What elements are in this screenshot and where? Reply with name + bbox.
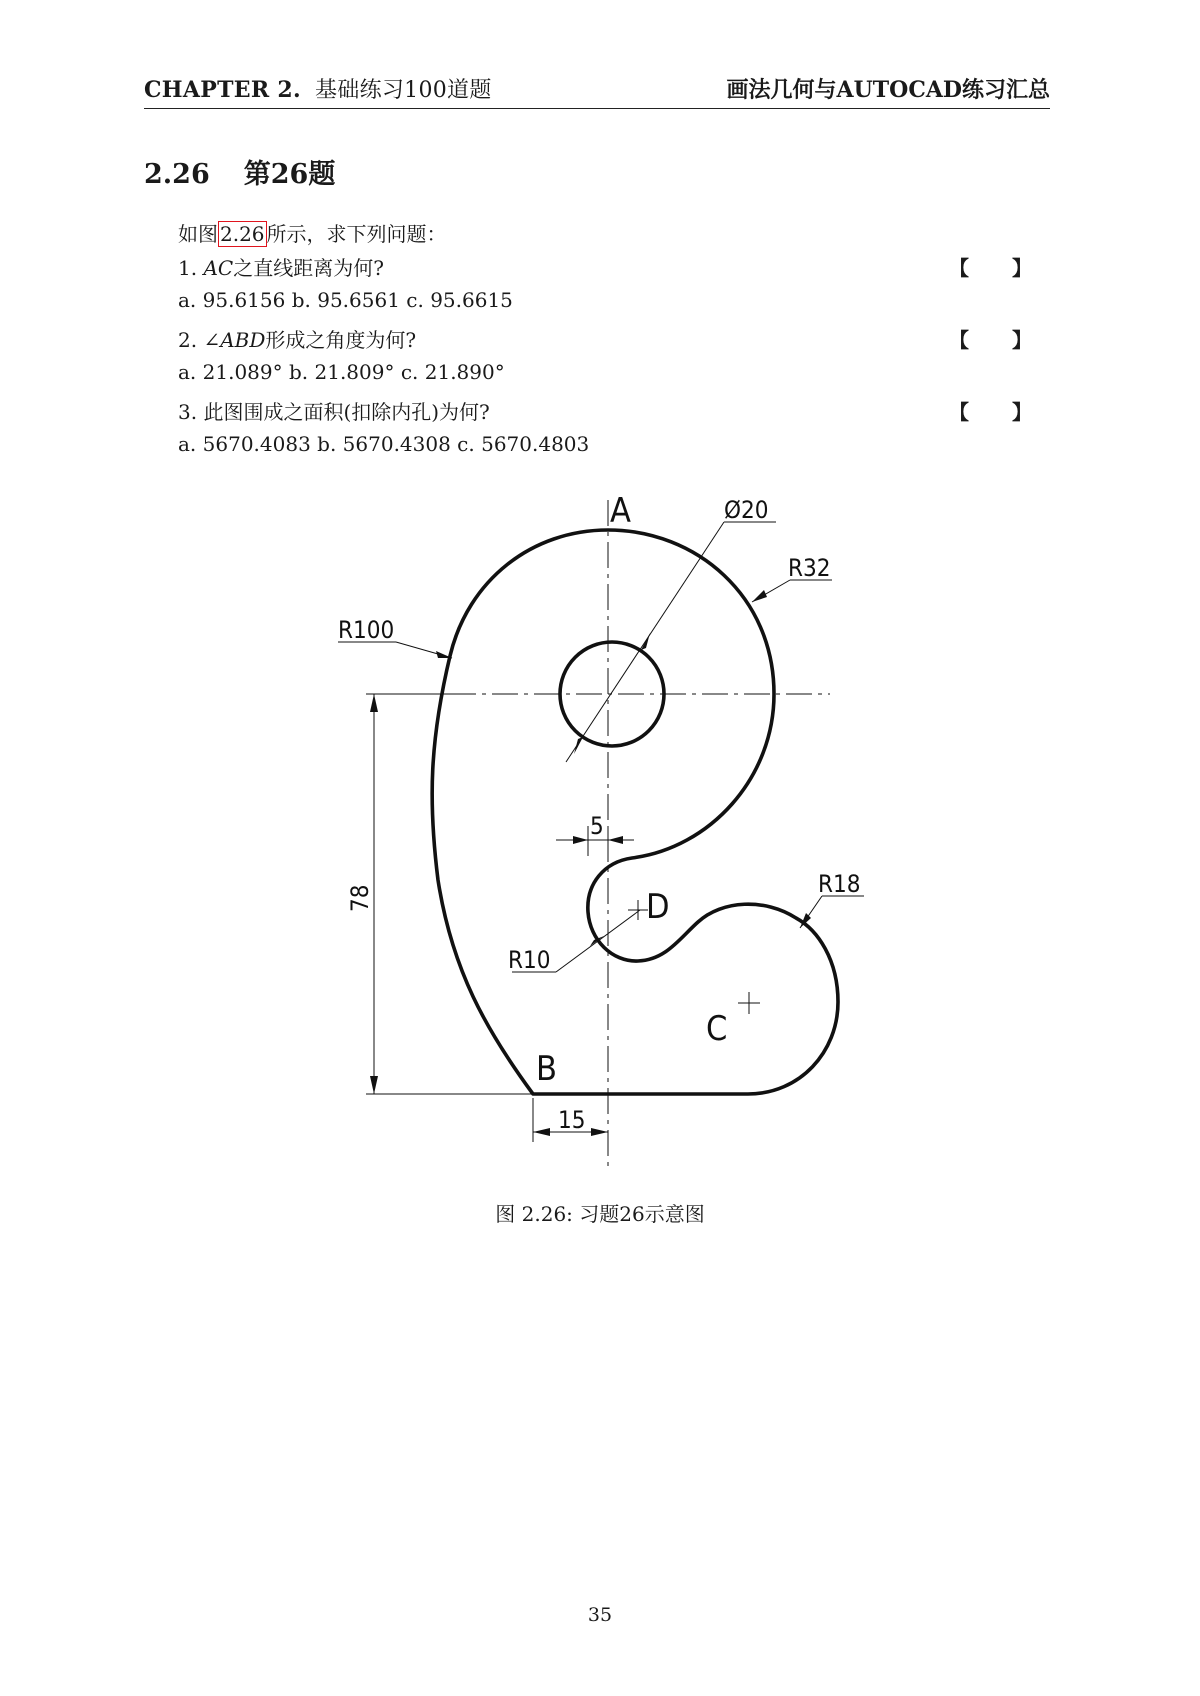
label-a: A — [610, 491, 631, 531]
dim78-arrow — [370, 694, 378, 712]
label-b: B — [536, 1049, 557, 1089]
r32-arrow — [752, 590, 767, 602]
intro-suffix: 所示，求下列问题： — [266, 222, 447, 246]
chapter-subtitle: 基础练习100道题 — [314, 78, 492, 103]
figure-caption: 图 2.26: 习题26示意图 — [495, 1202, 705, 1226]
question-math: AC — [203, 256, 234, 280]
question-number: 3. — [178, 400, 198, 424]
page-header — [144, 74, 1050, 109]
dim-15-text: 15 — [558, 1106, 586, 1134]
question-number: 2. — [178, 328, 198, 352]
label-d: D — [646, 887, 670, 927]
dim-r100-text: R100 — [338, 616, 395, 644]
dim15-arrow — [533, 1128, 550, 1136]
dim-5-text: 5 — [590, 812, 604, 840]
question-text: 此图围成之面积(扣除内孔)为何? — [203, 400, 490, 424]
answer-bracket-3[interactable]: 【 】 — [949, 400, 1050, 424]
options-1: a. 95.6156 b. 95.6561 c. 95.6615 — [178, 288, 513, 312]
answer-bracket-2[interactable]: 【 】 — [949, 328, 1050, 352]
dim-r18-text: R18 — [818, 870, 861, 898]
question-text: 形成之角度为何? — [265, 328, 417, 352]
section-number: 2.26 — [144, 159, 210, 190]
dim-r10-text: R10 — [508, 946, 551, 974]
diameter-arrow — [641, 633, 650, 650]
question-1 — [178, 252, 384, 281]
outer-contour — [432, 530, 838, 1094]
intro-prefix: 如图 — [178, 222, 218, 246]
label-c: C — [706, 1009, 728, 1049]
dim-r32-text: R32 — [788, 554, 831, 582]
page-number: 35 — [587, 1604, 613, 1626]
diameter-leader — [566, 522, 724, 762]
header-chapter — [144, 73, 492, 104]
question-2 — [178, 324, 416, 353]
dim5-arrow — [573, 836, 588, 844]
section-heading — [144, 152, 335, 191]
question-number: 1. — [178, 256, 198, 280]
chapter-label: CHAPTER 2. — [144, 77, 301, 103]
intro-line — [178, 218, 447, 247]
question-3 — [178, 396, 490, 425]
cad-drawing — [300, 480, 880, 1180]
dim5-arrow — [608, 836, 623, 844]
dim-diameter-text: Ø20 — [724, 496, 769, 524]
dim-78-text: 78 — [346, 884, 374, 912]
cad-figure — [300, 480, 880, 1180]
question-math: ∠ABD — [203, 328, 266, 352]
r10-leader — [556, 910, 640, 972]
options-3: a. 5670.4083 b. 5670.4308 c. 5670.4803 — [178, 432, 590, 456]
section-title: 第26题 — [243, 159, 336, 190]
book-title: 画法几何与AUTOCAD练习汇总 — [726, 77, 1050, 103]
figure-ref-link[interactable]: 2.26 — [220, 222, 265, 246]
answer-bracket-1[interactable]: 【 】 — [949, 256, 1050, 280]
question-text: 之直线距离为何? — [233, 256, 384, 280]
options-2: a. 21.089° b. 21.809° c. 21.890° — [178, 360, 505, 384]
diameter-arrow — [574, 737, 583, 754]
dim15-arrow — [591, 1128, 608, 1136]
dim78-arrow — [370, 1076, 378, 1094]
